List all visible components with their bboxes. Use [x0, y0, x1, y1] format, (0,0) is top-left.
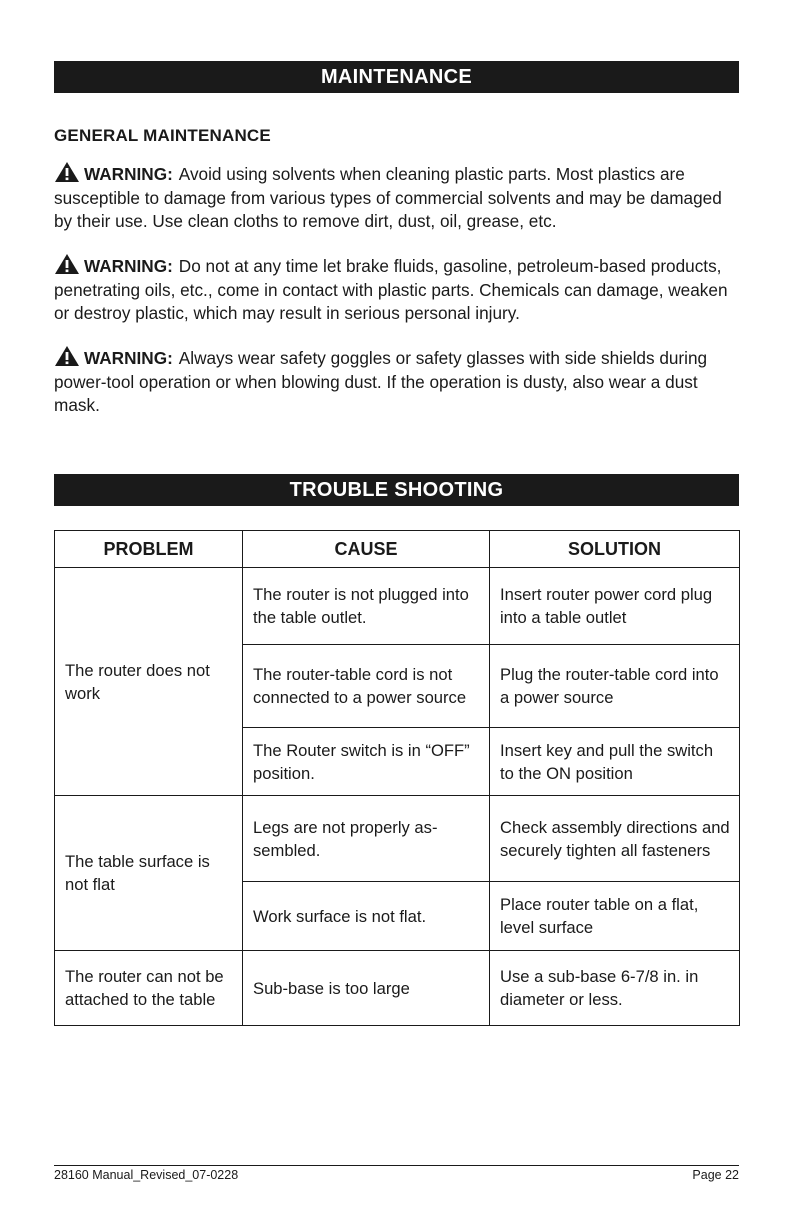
warning-triangle-icon — [54, 345, 80, 367]
solution-cell: Insert key and pull the switch to the ON position — [490, 728, 740, 796]
header-cause: CAUSE — [243, 531, 490, 568]
warning-triangle-icon — [54, 253, 80, 275]
cause-cell: The router-table cord is not connected to a power source — [243, 645, 490, 728]
problem-cell: The router can not be attached to the table — [55, 951, 243, 1026]
solution-cell: Check assembly directions and securely tighten all fasteners — [490, 796, 740, 882]
maintenance-banner: MAINTENANCE — [54, 61, 739, 93]
warning-triangle-icon — [54, 161, 80, 183]
header-solution: SOLUTION — [490, 531, 740, 568]
cause-cell: The Router switch is in “OFF” position. — [243, 728, 490, 796]
cause-cell: The router is not plugged into the table outlet. — [243, 568, 490, 645]
general-maintenance-heading: GENERAL MAINTENANCE — [54, 126, 271, 145]
warning-text: Do not at any time let brake fluids, gasoline, petroleum-based products, penetrating oils, etc., come in contact with plastic parts. Chemicals can damage, weaken or destroy plastic, which may result in serious personal injury. — [54, 256, 728, 323]
header-problem: PROBLEM — [55, 531, 243, 568]
footer-divider — [54, 1165, 739, 1166]
footer-page-number: Page 22 — [692, 1168, 739, 1182]
warning-chemicals — [54, 253, 744, 326]
warning-label: WARNING: — [84, 164, 173, 184]
warning-label: WARNING: — [84, 348, 173, 368]
cause-cell: Sub-base is too large — [243, 951, 490, 1026]
table-row — [55, 568, 740, 645]
warning-safety-goggles — [54, 345, 744, 418]
solution-cell: Plug the router-table cord into a power source — [490, 645, 740, 728]
table-header-row — [55, 531, 740, 568]
warning-text: Avoid using solvents when cleaning plastic parts. Most plastics are susceptible to damage from various types of commercial solvents and may be damaged by their use. Use clean cloths to remove dirt, dust, oil, grease, etc. — [54, 164, 722, 231]
solution-cell: Place router table on a flat, level surface — [490, 882, 740, 951]
table-row — [55, 796, 740, 882]
footer-document-id: 28160 Manual_Revised_07-0228 — [54, 1168, 239, 1182]
solution-cell: Use a sub-base 6-7/8 in. in diameter or less. — [490, 951, 740, 1026]
table-row — [55, 951, 740, 1026]
cause-cell: Work surface is not flat. — [243, 882, 490, 951]
solution-cell: Insert router power cord plug into a table outlet — [490, 568, 740, 645]
problem-cell: The table surface is not flat — [55, 796, 243, 951]
troubleshooting-table — [54, 530, 740, 1026]
problem-cell: The router does not work — [55, 568, 243, 796]
troubleshooting-banner: TROUBLE SHOOTING — [54, 474, 739, 506]
warning-solvents — [54, 161, 744, 234]
warning-text: Always wear safety goggles or safety glasses with side shields during power-tool operation or when blowing dust. If the operation is dusty, also wear a dust mask. — [54, 348, 708, 415]
cause-cell: Legs are not properly as-sembled. — [243, 796, 490, 882]
warning-label: WARNING: — [84, 256, 173, 276]
